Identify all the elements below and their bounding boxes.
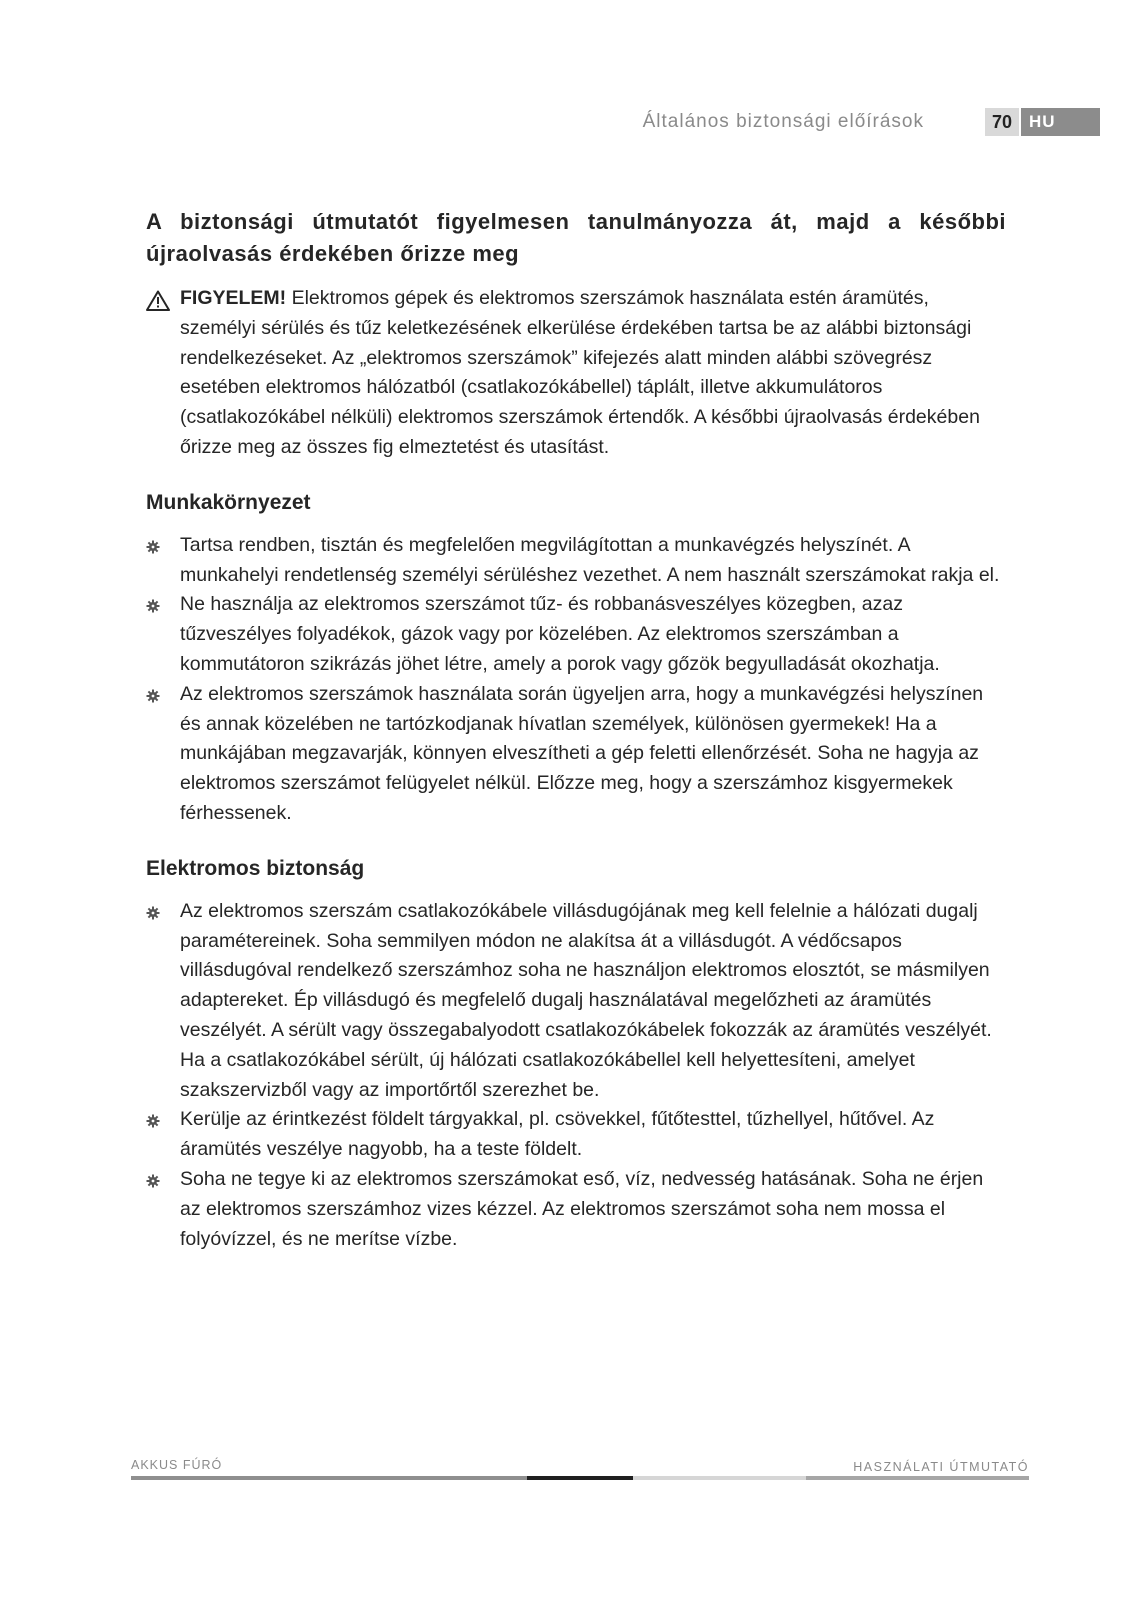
warning-triangle-icon xyxy=(146,290,170,311)
page-number: 70 xyxy=(985,108,1019,136)
list-item-text: Ne használja az elektromos szerszámot tűz- és robbanásveszélyes közegben, azaz tűzveszélyes folyadékok, gázok vagy por közelében. Az elektromos szerszámban a kommutátoron szikrázás jöhet létre, amely a porok vagy gőzök begyulladását okozhatja. xyxy=(180,593,940,675)
footer-product-name: AKKUS FÚRÓ xyxy=(131,1458,223,1472)
footer-rule-segment xyxy=(527,1476,633,1480)
gear-bullet-icon xyxy=(146,689,160,703)
warning-paragraph xyxy=(146,284,1006,463)
main-heading: A biztonsági útmutatót figyelmesen tanulmányozza át, majd a későbbi újraolvasás érdekében őrizze meg xyxy=(146,209,1006,266)
header-section-title: Általános biztonsági előírások xyxy=(642,111,924,132)
footer-manual-title: HASZNÁLATI ÚTMUTATÓ xyxy=(853,1460,1029,1474)
gear-bullet-icon xyxy=(146,1174,160,1188)
footer-rule-segment xyxy=(131,1476,527,1480)
gear-bullet-icon xyxy=(146,1114,160,1128)
section-heading-work-environment: Munkakörnyezet xyxy=(146,490,311,514)
list-item xyxy=(146,590,1006,679)
footer-rule-segment xyxy=(633,1476,806,1480)
electrical-safety-list xyxy=(146,897,1006,1255)
list-item-text: Kerülje az érintkezést földelt tárgyakkal, pl. csövekkel, fűtőtesttel, tűzhellyel, hűtővel. Az áramütés veszélye nagyobb, ha a teste földelt. xyxy=(180,1108,935,1161)
gear-bullet-icon xyxy=(146,540,160,554)
list-item-text: Az elektromos szerszámok használata során ügyeljen arra, hogy a munkavégzési helyszínen és annak közelében ne tartózkodjanak hívatlan személyek, különösen gyermekek! Ha a munkájában megzavarják, könnyen elveszítheti a gép feletti ellenőrzését. Soha ne hagyja az elektromos szerszámot felügyelet nélkül. Előzze meg, hogy a szerszámhoz kisgyermekek férhessenek. xyxy=(180,682,984,824)
warning-text: Elektromos gépek és elektromos szerszámok használata estén áramütés, személyi sérülés és tűz keletkezésének elkerülése érdekében tartsa be az alábbi biztonsági rendelkezéseket. Az „elektromos szerszámok” kifejezés alatt minden alábbi szövegrész esetében elektromos hálózatból (csatlakozókábellel) táplált, illetve akkumulátoros (csatlakozókábel nélküli) elektromos szerszámok értendők. A későbbi újraolvasás érdekében őrizze meg az összes fig elmeztetést és utasítást. xyxy=(180,287,980,458)
language-tab: HU xyxy=(1021,108,1100,136)
list-item-text: Az elektromos szerszám csatlakozókábele villásdugójának meg kell felelnie a hálózati dugalj paramétereinek. Soha semmilyen módon ne alakítsa át a villásdugót. A védőcsapos villásdugóval rendelkező szerszámhoz soha ne használjon elektromos elosztót, se másmilyen adaptereket. Ép villásdugó és megfelelő dugalj használatával megelőzheti az áramütés veszélyét. A sérült vagy összegabalyodott csatlakozókábelek fokozzák az áramütés veszélyét. Ha a csatlakozókábel sérült, új hálózati csatlakozókábellel kell helyettesíteni, amelyet szakszervizből vagy az importőrtől szerezhet be. xyxy=(180,899,992,1101)
work-environment-list xyxy=(146,531,1006,829)
section-heading-electrical-safety: Elektromos biztonság xyxy=(146,856,365,880)
list-item xyxy=(146,1105,1006,1165)
list-item xyxy=(146,531,1006,591)
gear-bullet-icon xyxy=(146,599,160,613)
list-item xyxy=(146,680,1006,829)
gear-bullet-icon xyxy=(146,906,160,920)
list-item xyxy=(146,1165,1006,1254)
warning-label: FIGYELEM! xyxy=(180,287,287,309)
footer-rule-segment xyxy=(806,1476,1029,1480)
list-item-text: Soha ne tegye ki az elektromos szerszámokat eső, víz, nedvesség hatásának. Soha ne érjen az elektromos szerszámhoz vizes kézzel. Az elektromos szerszámot soha nem mossa el folyóvízzel, és ne merítse vízbe. xyxy=(180,1167,984,1250)
list-item-text: Tartsa rendben, tisztán és megfelelően megvilágítottan a munkavégzés helyszínét. A munkahelyi rendetlenség személyi sérüléshez vezethet. A nem használt szerszámokat rakja el. xyxy=(180,533,1000,586)
page-content xyxy=(146,206,1006,1254)
list-item xyxy=(146,897,1006,1106)
